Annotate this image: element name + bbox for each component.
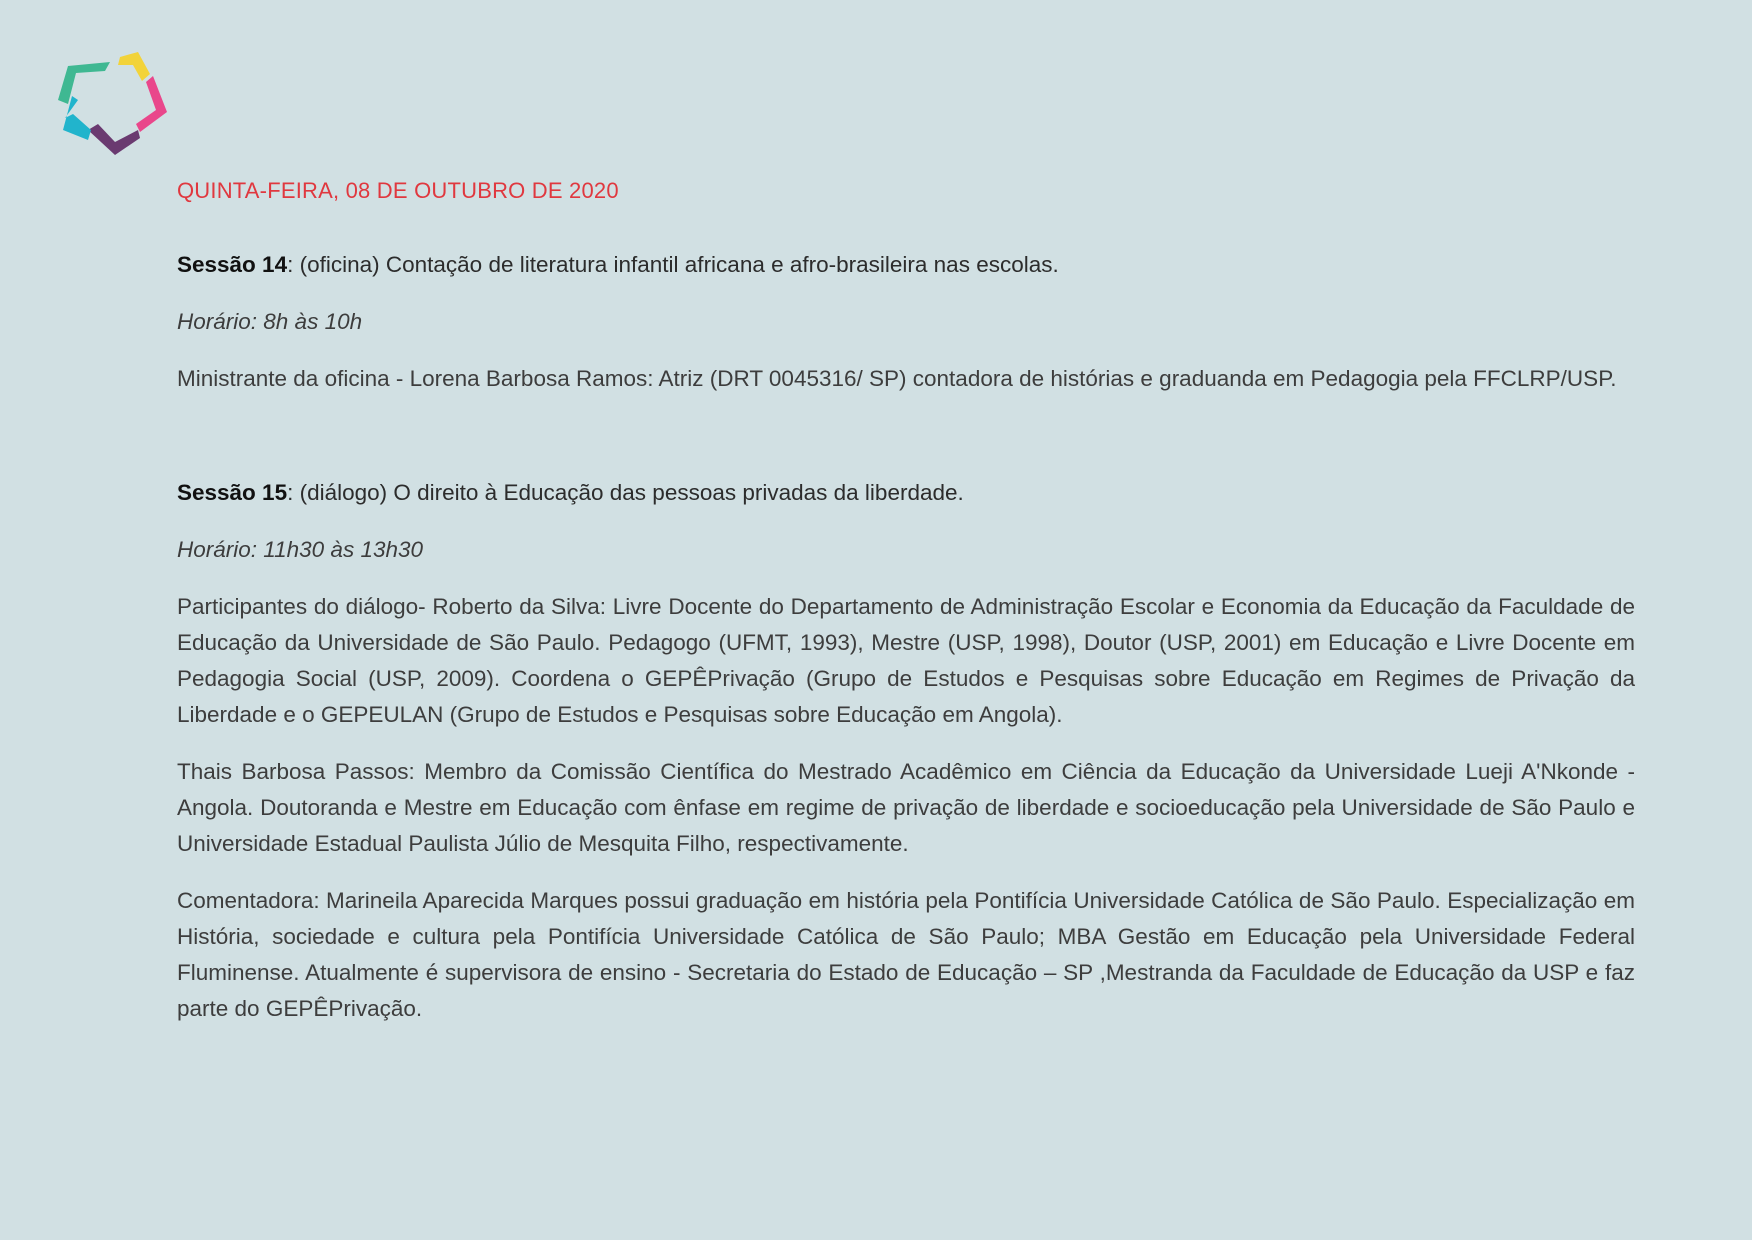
session-label: Sessão 15	[177, 480, 288, 505]
session-14	[177, 247, 1635, 397]
session-paragraph: Comentadora: Marineila Aparecida Marques possui graduação em história pela Pontifícia Universidade Católica de São Paulo. Especialização em História, sociedade e cultura pela Pontifícia Universidade Católica de São Paulo; MBA Gestão em Educação pela Universidade Federal Fluminense. Atualmente é supervisora de ensino - Secretaria do Estado de Educação – SP ,Mestranda da Faculdade de Educação da USP e faz parte do GEPÊPrivação.	[177, 888, 1635, 1021]
session-15	[177, 475, 1635, 1027]
session-title	[177, 475, 1635, 511]
logo-segment-pink	[136, 76, 167, 132]
session-time: Horário: 11h30 às 13h30	[177, 537, 424, 562]
session-paragraph: Participantes do diálogo- Roberto da Silva: Livre Docente do Departamento de Administração Escolar e Economia da Educação da Faculdade de Educação da Universidade de São Paulo. Pedagogo (UFMT, 1993), Mestre (USP, 1998), Doutor (USP, 2001) em Educação e Livre Docente em Pedagogia Social (USP, 2009). Coordena o GEPÊPrivação (Grupo de Estudos e Pesquisas sobre Educação em Regimes de Privação da Liberdade e o GEPEULAN (Grupo de Estudos e Pesquisas sobre Educação em Angola).	[177, 594, 1635, 727]
session-title	[177, 247, 1635, 283]
logo-segment-green	[58, 62, 110, 104]
session-title-text: : (diálogo) O direito à Educação das pessoas privadas da liberdade.	[287, 480, 964, 505]
session-title-text: : (oficina) Contação de literatura infantil africana e afro-brasileira nas escolas.	[287, 252, 1059, 277]
colorful-pentagon-logo-icon	[58, 52, 170, 164]
event-date: QUINTA-FEIRA, 08 DE OUTUBRO DE 2020	[177, 178, 619, 203]
session-paragraph: Thais Barbosa Passos: Membro da Comissão Científica do Mestrado Acadêmico em Ciência da Educação da Universidade Lueji A'Nkonde - Angola. Doutoranda e Mestre em Educação com ênfase em regime de privação de liberdade e socioeducação pela Universidade de São Paulo e Universidade Estadual Paulista Júlio de Mesquita Filho, respectivamente.	[177, 759, 1635, 856]
session-label: Sessão 14	[177, 252, 288, 277]
logo-segment-yellow	[118, 52, 150, 81]
session-time: Horário: 8h às 10h	[177, 309, 363, 334]
logo-segment-purple	[88, 124, 140, 155]
session-paragraph: Ministrante da oficina - Lorena Barbosa Ramos: Atriz (DRT 0045316/ SP) contadora de histórias e graduanda em Pedagogia pela FFCLRP/USP.	[177, 366, 1617, 391]
